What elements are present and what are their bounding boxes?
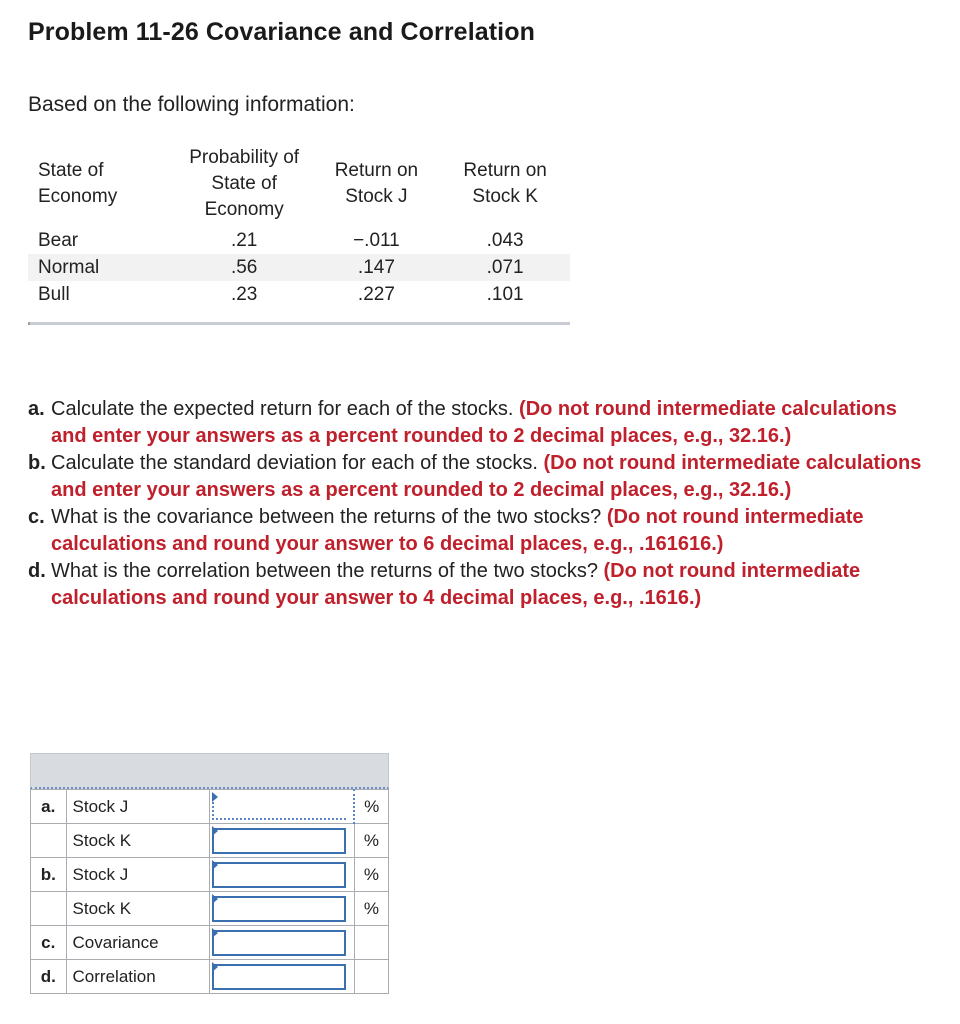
question-list	[28, 396, 928, 612]
information-table	[28, 145, 570, 325]
question-text: What is the covariance between the returns of the two stocks?	[51, 506, 602, 528]
answer-row	[31, 892, 389, 926]
header-return-j: Return on Stock J	[334, 160, 419, 207]
unit-label: %	[354, 790, 388, 824]
answer-part-label	[31, 824, 67, 858]
intro-text: Based on the following information:	[28, 93, 355, 116]
question-d	[28, 558, 928, 612]
info-cell: .101	[486, 284, 524, 305]
question-text: What is the correlation between the returns of the two stocks?	[51, 560, 598, 582]
info-cell: Bear	[38, 230, 79, 251]
info-cell: Bull	[38, 284, 70, 305]
input-marker-icon	[212, 860, 218, 870]
answer-part-label: d.	[31, 960, 67, 994]
answer-row	[31, 824, 389, 858]
answer-row-label: Stock J	[66, 858, 209, 892]
expected-return-k-input[interactable]	[212, 828, 346, 854]
question-c	[28, 504, 928, 558]
question-instruction: (Do not round intermediate calculations and enter your answers as a percent rounded to 2 decimal places, e.g., 32.16.)	[51, 398, 897, 447]
question-a	[28, 396, 928, 450]
answer-row-label: Covariance	[66, 926, 209, 960]
answer-part-label	[31, 892, 67, 926]
unit-label: %	[354, 858, 388, 892]
info-cell: −.011	[353, 230, 400, 251]
info-cell: .21	[230, 230, 258, 251]
unit-label: %	[354, 824, 388, 858]
answer-row	[31, 790, 389, 824]
answer-part-label: a.	[31, 790, 67, 824]
correlation-input[interactable]	[212, 964, 346, 990]
question-text: Calculate the expected return for each of the stocks.	[51, 398, 514, 420]
answer-input-cell	[209, 926, 354, 960]
question-b	[28, 450, 928, 504]
info-row	[28, 281, 570, 308]
answer-input-cell	[209, 892, 354, 926]
page-title: Problem 11-26 Covariance and Correlation	[28, 18, 535, 46]
std-dev-k-input[interactable]	[212, 896, 346, 922]
info-cell: .147	[313, 254, 441, 281]
info-header-row	[28, 145, 570, 227]
unit-label: %	[354, 892, 388, 926]
info-cell: .043	[486, 230, 524, 251]
answer-row-label: Stock K	[66, 824, 209, 858]
info-row	[28, 254, 570, 281]
answer-table	[30, 753, 389, 994]
question-letter: c.	[28, 506, 45, 528]
answer-input-cell	[209, 824, 354, 858]
answer-part-label: c.	[31, 926, 67, 960]
answer-input-cell	[209, 960, 354, 994]
table-divider	[28, 322, 570, 325]
info-cell: .227	[357, 284, 395, 305]
info-cell: .071	[440, 254, 570, 281]
info-cell: .56	[176, 254, 313, 281]
question-letter: b.	[28, 452, 46, 474]
header-state: State of Economy	[38, 160, 118, 207]
answer-row-label: Stock J	[66, 790, 209, 824]
input-marker-icon	[212, 962, 218, 972]
info-row	[28, 227, 570, 254]
info-cell: .23	[230, 284, 258, 305]
expected-return-j-input[interactable]	[212, 794, 346, 820]
input-marker-icon	[212, 826, 218, 836]
question-text: Calculate the standard deviation for each of the stocks.	[51, 452, 538, 474]
answer-table-header	[30, 753, 389, 789]
info-cell: Normal	[28, 254, 176, 281]
answer-row-label: Correlation	[66, 960, 209, 994]
question-instruction: (Do not round intermediate calculations and round your answer to 6 decimal places, e.g., .161616.)	[51, 506, 864, 555]
covariance-input[interactable]	[212, 930, 346, 956]
answer-row	[31, 926, 389, 960]
answer-input-cell	[209, 790, 354, 824]
answer-input-cell	[209, 858, 354, 892]
question-letter: d.	[28, 560, 46, 582]
question-letter: a.	[28, 398, 45, 420]
question-instruction: (Do not round intermediate calculations and enter your answers as a percent rounded to 2 decimal places, e.g., 32.16.)	[51, 452, 922, 501]
answer-row-label: Stock K	[66, 892, 209, 926]
std-dev-j-input[interactable]	[212, 862, 346, 888]
answer-row	[31, 858, 389, 892]
question-instruction: (Do not round intermediate calculations and round your answer to 4 decimal places, e.g., .1616.)	[51, 560, 861, 609]
header-probability: Probability of State of Economy	[189, 147, 300, 220]
input-marker-icon	[212, 894, 218, 904]
unit-label	[354, 926, 388, 960]
input-marker-icon	[212, 792, 218, 802]
input-marker-icon	[212, 928, 218, 938]
answer-part-label: b.	[31, 858, 67, 892]
answer-row	[31, 960, 389, 994]
unit-label	[354, 960, 388, 994]
header-return-k: Return on Stock K	[463, 160, 547, 207]
